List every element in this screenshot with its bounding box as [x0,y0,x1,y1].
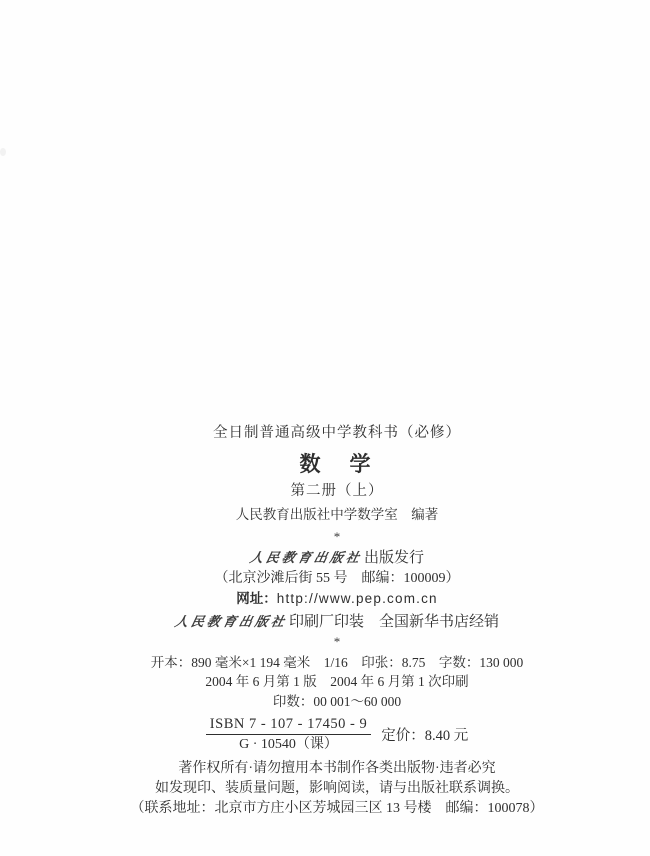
publish-suffix: 出版发行 [364,549,425,566]
printer-line [24,612,650,632]
website-url: http://www.pep.com.cn [276,591,438,606]
website-label: 网址： [236,591,277,606]
quality-notice: 如发现印、装质量问题，影响阅读，请与出版社联系调换。 [155,781,519,796]
printer-suffix: 印刷厂印装 全国新华书店经销 [289,613,500,630]
colophon-block [0,424,650,819]
print-run-line: 印数：00 001～60 000 [272,693,402,709]
publisher-logo-script: 人民教育出版社 [248,549,364,565]
website-line [24,589,650,610]
contact-notice: （联系地址：北京市方庄小区芳城园三区 13 号楼 邮编：100078） [130,801,544,816]
separator-asterisk-top: * [333,528,341,544]
copyright-notice: 著作权所有·请勿擅用本书制作各类出版物·违者必究 [178,761,496,776]
series-title: 全日制普通高级中学教科书（必修） [213,425,461,441]
scan-artifact [0,148,6,156]
printer-logo-script: 人民教育出版社 [173,613,289,629]
book-title: 数 学 [299,451,375,476]
isbn-fraction [206,715,371,754]
format-spec-line: 开本：890 毫米×1 194 毫米 1/16 印张：8.75 字数：130 000 [150,654,524,670]
separator-asterisk-bottom: * [333,633,341,649]
isbn-number: ISBN 7 - 107 - 17450 - 9 [206,715,371,735]
publisher-line [24,548,650,568]
publisher-address: （北京沙滩后街 55 号 邮编：100009） [214,570,460,586]
isbn-code: G · 10540（课） [239,737,338,752]
volume-title: 第二册（上） [290,482,384,499]
edition-line: 2004 年 6 月第 1 版 2004 年 6 月第 1 次印刷 [205,674,469,689]
author-line: 人民教育出版社中学数学室 编著 [235,507,439,522]
isbn-price-row [24,715,650,754]
price-label: 定价：8.40 元 [381,728,469,744]
